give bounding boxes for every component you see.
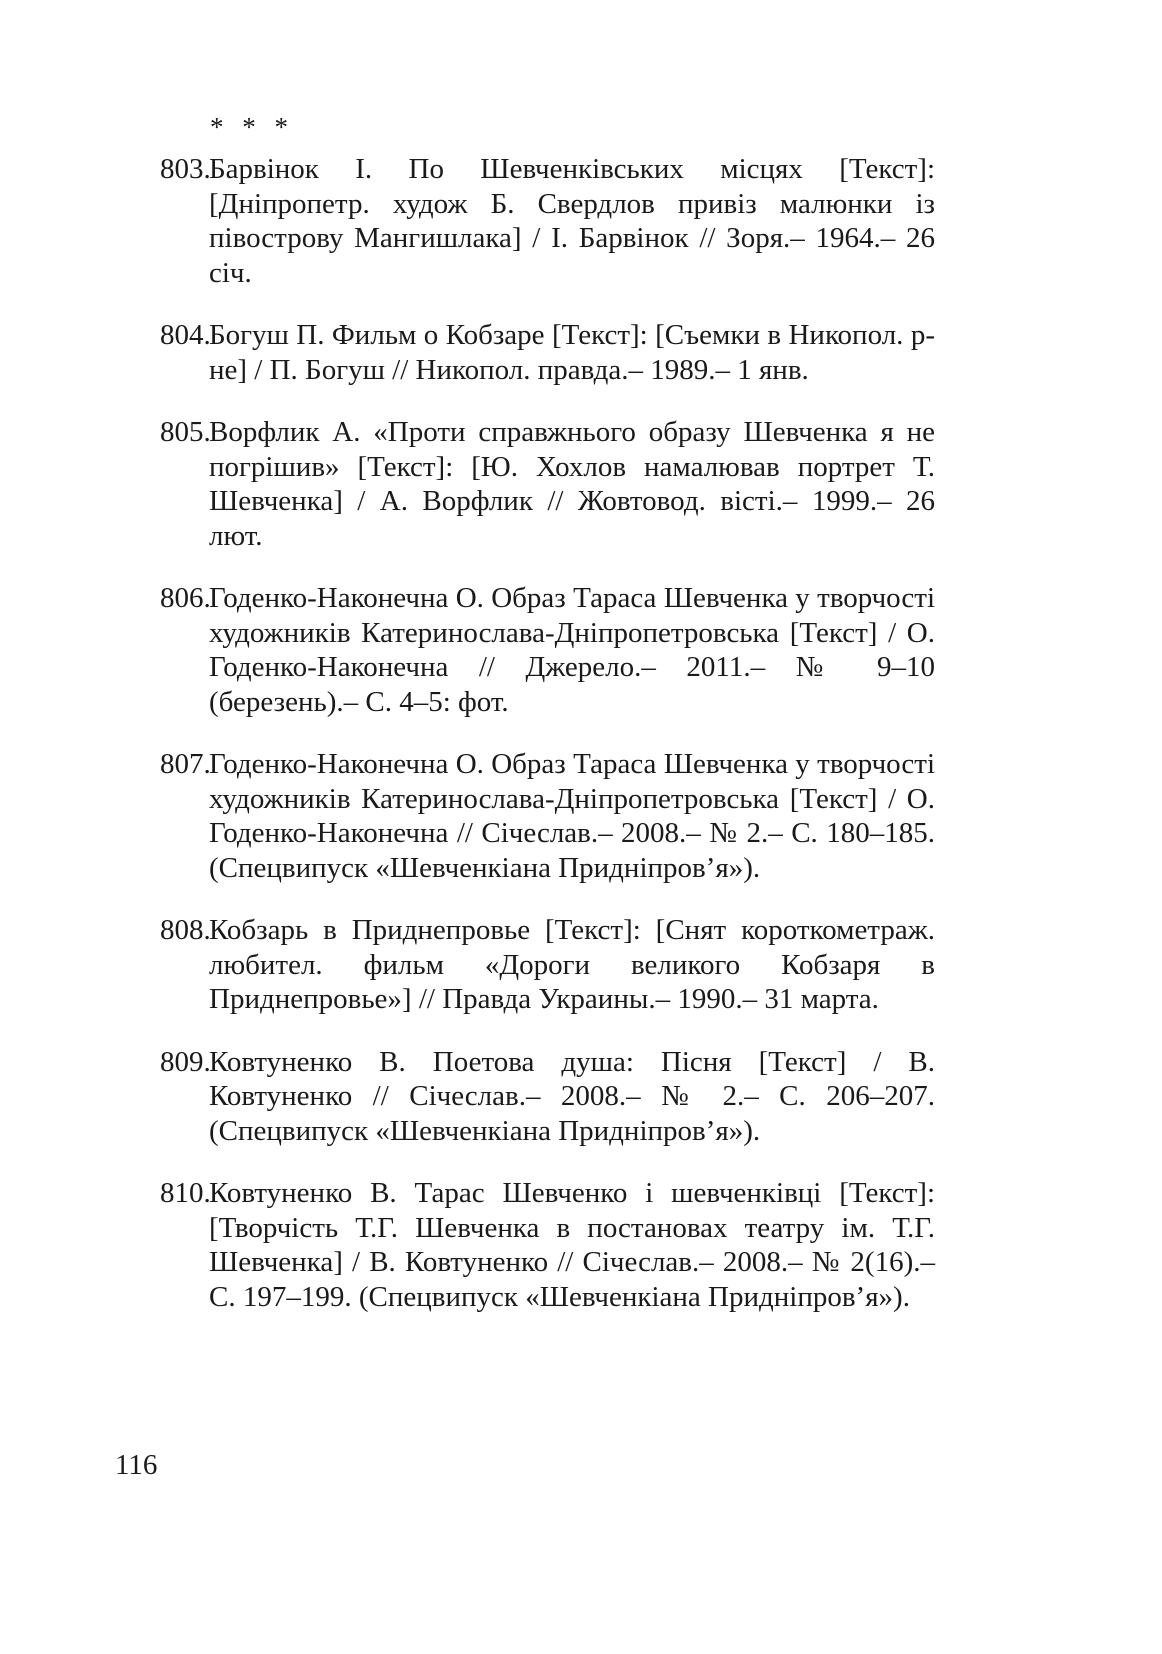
entry-number: 810. — [160, 1177, 211, 1209]
entry-text: Ковтуненко В. Поетова душа: Пісня [Текст] / В. Ковтуненко // Січеслав.– 2008.– № 2.– С. 206–207. (Спецвипуск «Шевченкіана Придніпров’я»). — [209, 1045, 935, 1147]
entry-number: 805. — [160, 416, 211, 448]
entry-text: Годенко-Наконечна О. Образ Тараса Шевченка у творчості художників Катеринослава-Дніпропетровська [Текст] / О. Годенко-Наконечна // Січеслав.– 2008.– № 2.– С. 180–185. (Спецвипуск «Шевченкіана Придніпров’я»). — [209, 748, 935, 884]
bibliography-entry — [160, 318, 935, 387]
entry-text: Ковтуненко В. Тарас Шевченко і шевченківці [Текст]: [Творчість Т.Г. Шевченка в постановах театру ім. Т.Г. Шевченка] / В. Ковтуненко // Січеслав.– 2008.– № 2(16).– С. 197–199. (Спецвипуск «Шевченкіана Придніпров’я»). — [209, 1177, 935, 1313]
entry-number: 809. — [160, 1045, 211, 1078]
entry-text: Годенко-Наконечна О. Образ Тараса Шевченка у творчості художників Катеринослава-Дніпропетровська [Текст] / О. Годенко-Наконечна // Джерело.– 2011.– № 9–10 (березень).– С. 4–5: фот. — [209, 582, 935, 718]
page-number: 116 — [115, 1449, 158, 1481]
bibliography-entry — [160, 415, 935, 553]
entry-text: Кобзарь в Приднепровье [Текст]: [Снят короткометраж. любител. фильм «Дороги великого Кобзаря в Приднепровье»] // Правда Украины.– 1990.– 31 марта. — [209, 914, 935, 1015]
entry-number: 807. — [160, 748, 211, 780]
bibliography-entry — [160, 581, 935, 719]
bibliography-entry — [160, 913, 935, 1017]
bibliography-entry — [160, 1045, 935, 1149]
bibliography-list — [160, 152, 935, 1342]
entry-number: 804. — [160, 319, 211, 351]
entry-text: Богуш П. Фильм о Кобзаре [Текст]: [Съемки в Никопол. р-не] / П. Богуш // Никопол. правда.– 1989.– 1 янв. — [209, 319, 935, 386]
bibliography-entry — [160, 1176, 935, 1314]
bibliography-entry — [160, 152, 935, 290]
entry-text: Барвінок І. По Шевченківських місцях [Текст]: [Дніпропетр. худож Б. Свердлов привіз малюнки із півострову Мангишлака] / І. Барвінок // Зоря.– 1964.– 26 січ. — [209, 153, 935, 289]
section-separator: * * * — [210, 112, 294, 142]
entry-text: Ворфлик А. «Проти справжнього образу Шевченка я не погрішив» [Текст]: [Ю. Хохлов намалював портрет Т. Шевченка] / А. Ворфлик // Жовтовод. вісті.– 1999.– 26 лют. — [209, 416, 935, 552]
entry-number: 803. — [160, 153, 211, 185]
entry-number: 806. — [160, 582, 211, 614]
bibliography-entry — [160, 747, 935, 885]
entry-number: 808. — [160, 914, 211, 946]
